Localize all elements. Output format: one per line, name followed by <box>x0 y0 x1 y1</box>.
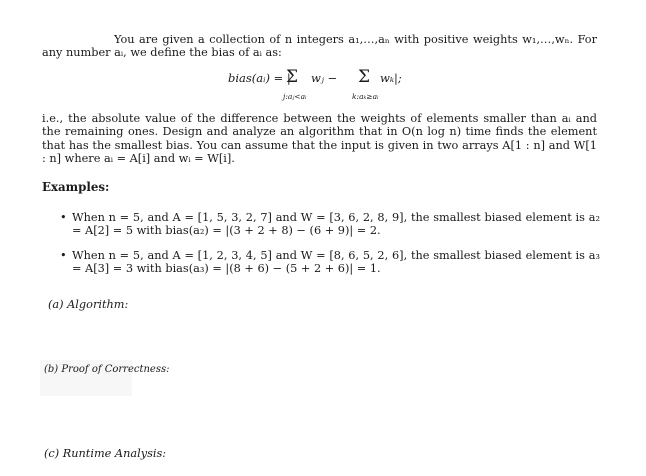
sum-symbol-2: Σ <box>358 67 371 87</box>
bullet-icon: • <box>60 249 67 262</box>
formula-sub1: j:aⱼ<aᵢ <box>283 92 307 101</box>
example-item: When n = 5, and A = [1, 2, 3, 4, 5] and W = [8, 6, 5, 2, 6], the smallest biased element is a₃ = A[3] = 3 with bias(a₃) = |(8 + 6) − (5 + 2 + 6)| = 1. <box>72 249 600 276</box>
bullet-icon: • <box>60 211 67 224</box>
formula-lhs: bias(aᵢ) = | <box>228 71 291 85</box>
examples-heading: Examples: <box>42 180 110 194</box>
formula-sub2: k:aₖ≥aᵢ <box>352 92 379 101</box>
bias-formula <box>228 66 448 100</box>
section-algorithm-label: (a) Algorithm: <box>48 298 129 311</box>
sum-symbol-1: Σ <box>286 67 299 87</box>
section-proof-label: (b) Proof of Correctness: <box>44 364 170 375</box>
section-proof <box>44 364 169 375</box>
intro-text: You are given a collection of n integers a₁,…,aₙ with positive weights w₁,…,wₙ. For any number aᵢ, we define the bias of aᵢ as: <box>42 33 597 60</box>
example-item: When n = 5, and A = [1, 5, 3, 2, 7] and W = [3, 6, 2, 8, 9], the smallest biased element is a₂ = A[2] = 5 with bias(a₂) = |(3 + 2 + 8) − (6 + 9)| = 2. <box>72 211 600 238</box>
problem-intro <box>42 33 597 60</box>
formula-term2: wₖ|; <box>380 71 402 85</box>
section-runtime <box>44 447 166 460</box>
formula-term1: wⱼ − <box>311 71 338 85</box>
section-runtime-label: (c) Runtime Analysis: <box>44 447 167 460</box>
section-algorithm <box>48 298 128 311</box>
problem-description: i.e., the absolute value of the difference between the weights of elements smaller than aᵢ and the remaining ones. Design and analyze an algorithm that in O(n log n) time finds the element that has the smallest bias. You can assume that the input is given in two arrays A[1 : n] and W[1 : n] where aᵢ = A[i] and wᵢ = W[i]. <box>42 112 597 166</box>
